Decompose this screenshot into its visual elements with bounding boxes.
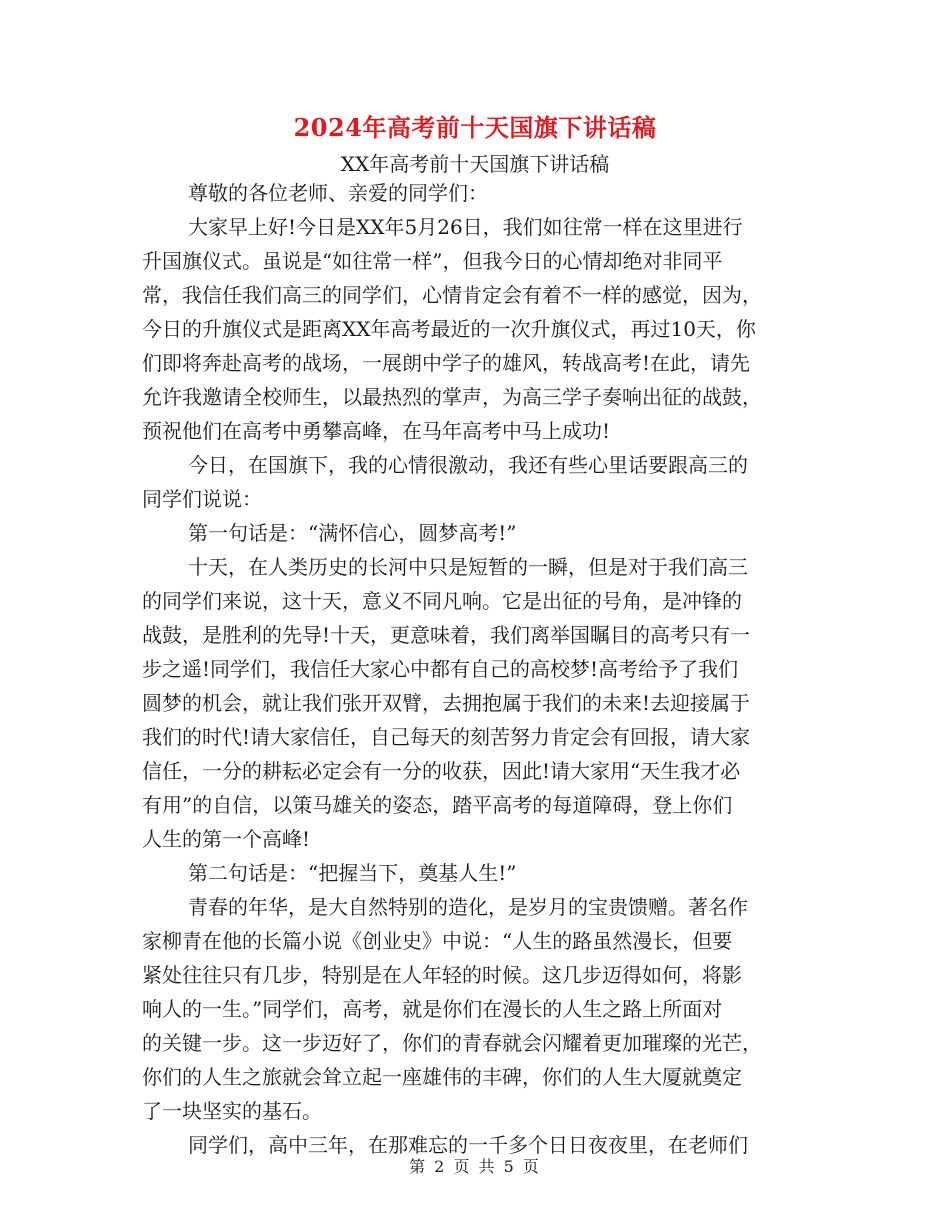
paragraph-line: 们即将奔赴高考的战场，一展朗中学子的雄风，转战高考!在此，请先 xyxy=(142,351,751,375)
paragraph-line: 允许我邀请全校师生，以最热烈的掌声，为高三学子奏响出征的战鼓， xyxy=(142,385,762,409)
paragraph-line: 大家早上好!今日是XX年5月26日，我们如往常一样在这里进行 xyxy=(188,215,743,239)
paragraph-line: 的同学们来说，这十天，意义不同凡响。它是出征的号角，是冲锋的 xyxy=(142,589,742,613)
paragraph-line: 紧处往往只有几步，特别是在人年轻的时候。这几步迈得如何，将影 xyxy=(142,963,742,987)
paragraph-line: 青春的年华，是大自然特别的造化，是岁月的宝贵馈赠。著名作 xyxy=(188,895,748,919)
paragraph-line: 步之遥!同学们，我信任大家心中都有自己的高校梦!高考给予了我们 xyxy=(142,657,739,681)
paragraph-line: 人生的第一个高峰! xyxy=(142,827,311,851)
document-title: 2024年高考前十天国旗下讲话稿 xyxy=(293,113,657,142)
page-number-footer: 第 2 页 共 5 页 xyxy=(409,1157,541,1176)
salutation-line: 尊敬的各位老师、亲爱的同学们： xyxy=(188,181,488,205)
paragraph-line: 有用”的自信，以策马雄关的姿态，踏平高考的每道障碍，登上你们 xyxy=(142,793,733,817)
paragraph-line: 信任，一分的耕耘必定会有一分的收获，因此!请大家用“天生我才必 xyxy=(142,759,741,783)
paragraph-line: 家柳青在他的长篇小说《创业史》中说：“人生的路虽然漫长，但要 xyxy=(142,929,733,953)
document-body xyxy=(142,176,810,1162)
paragraph-line: 响人的一生。”同学们，高考，就是你们在漫长的人生之路上所面对 xyxy=(142,997,723,1021)
section-heading-line: 第二句话是：“把握当下，奠基人生!” xyxy=(188,861,517,885)
paragraph-line: 十天，在人类历史的长河中只是短暂的一瞬，但是对于我们高三 xyxy=(188,555,748,579)
paragraph-line: 今日，在国旗下，我的心情很激动，我还有些心里话要跟高三的 xyxy=(188,453,748,477)
paragraph-line: 同学们，高中三年，在那难忘的一千多个日日夜夜里，在老师们 xyxy=(188,1133,748,1157)
paragraph-line: 常，我信任我们高三的同学们，心情肯定会有着不一样的感觉，因为， xyxy=(142,283,762,307)
paragraph-line: 你们的人生之旅就会耸立起一座雄伟的丰碑，你们的人生大厦就奠定 xyxy=(142,1065,742,1089)
paragraph-line: 我们的时代!请大家信任，自己每天的刻苦努力肯定会有回报，请大家 xyxy=(142,725,751,749)
section-heading-line: 第一句话是：“满怀信心，圆梦高考!” xyxy=(188,521,517,545)
paragraph-line: 战鼓，是胜利的先导!十天，更意味着，我们离举国瞩目的高考只有一 xyxy=(142,623,751,647)
paragraph-line: 圆梦的机会，就让我们张开双臂，去拥抱属于我们的未来!去迎接属于 xyxy=(142,691,751,715)
paragraph-line: 同学们说说： xyxy=(142,487,262,511)
paragraph-line: 今日的升旗仪式是距离XX年高考最近的一次升旗仪式，再过10天，你 xyxy=(142,317,756,341)
paragraph-line: 了一块坚实的基石。 xyxy=(142,1099,322,1123)
document-subtitle: XX年高考前十天国旗下讲话稿 xyxy=(340,152,610,176)
paragraph-line: 预祝他们在高考中勇攀高峰，在马年高考中马上成功! xyxy=(142,419,611,443)
paragraph-line: 升国旗仪式。虽说是“如往常一样”，但我今日的心情却绝对非同平 xyxy=(142,249,723,273)
paragraph-line: 的关键一步。这一步迈好了，你们的青春就会闪耀着更加璀璨的光芒， xyxy=(142,1031,762,1055)
